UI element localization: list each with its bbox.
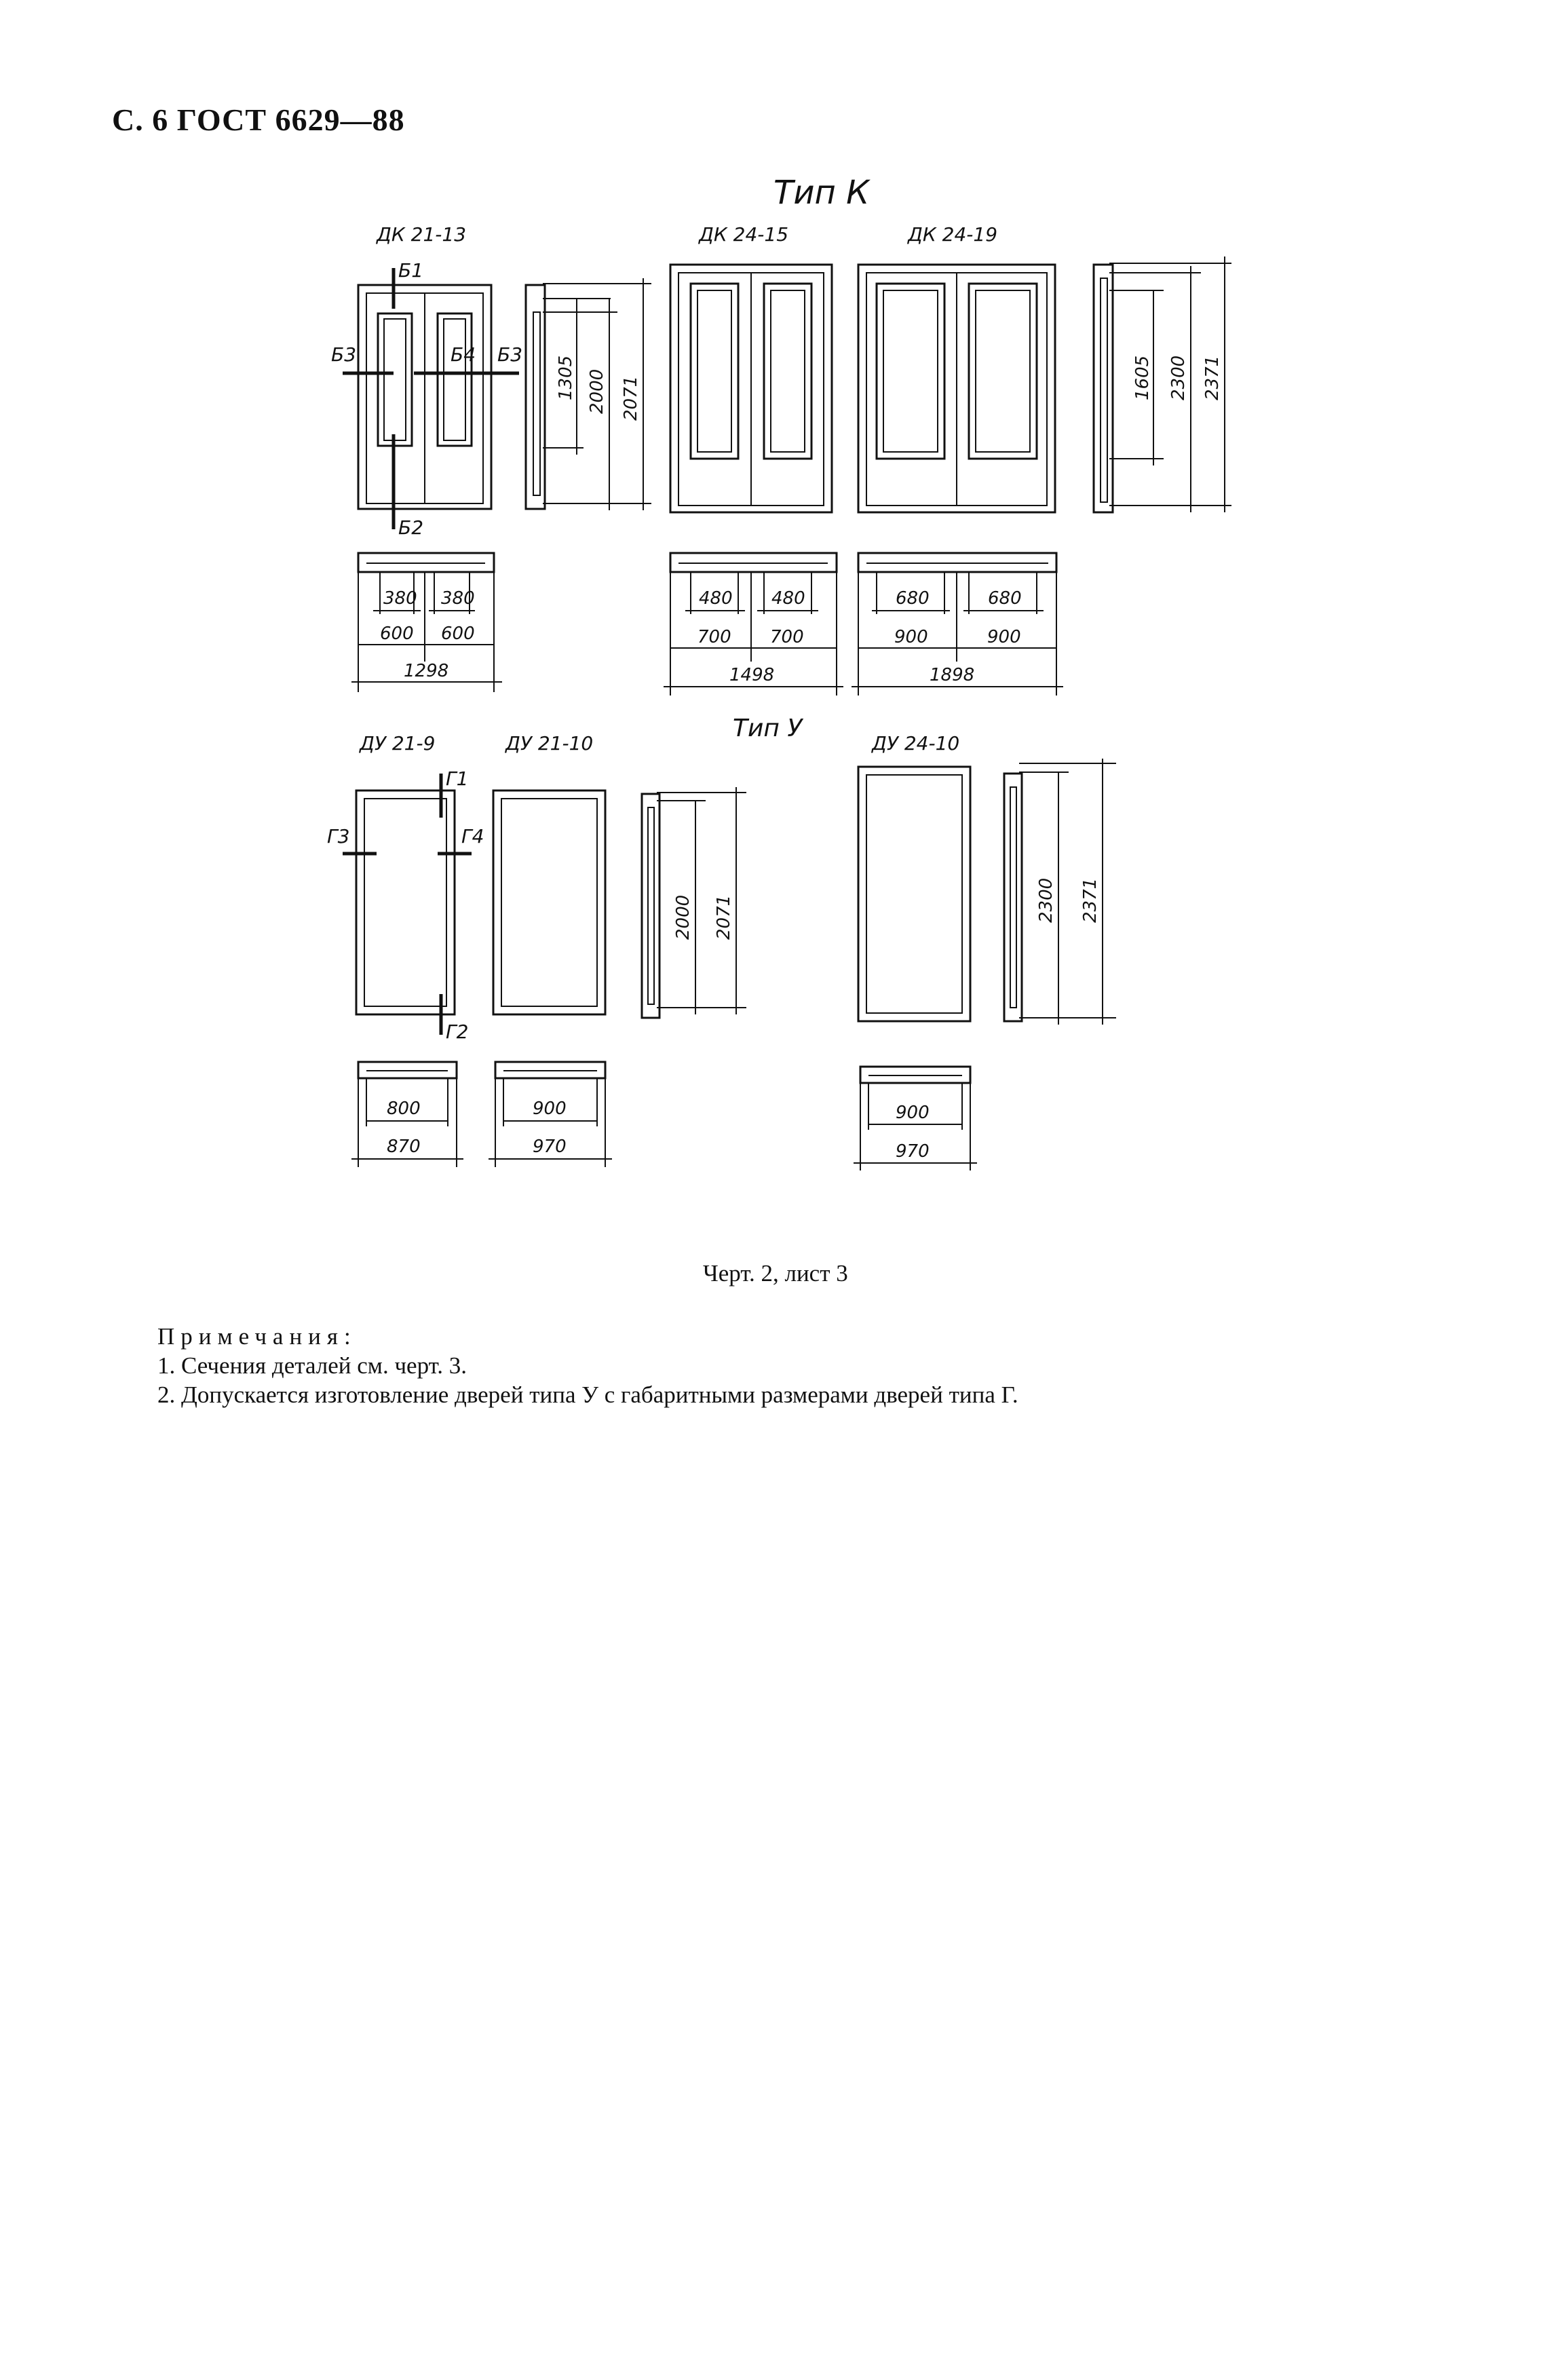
- sec-b1: Б1: [398, 259, 424, 282]
- mark-dk2113: ДК 21-13: [377, 223, 467, 246]
- figure-caption: Черт. 2, лист 3: [703, 1260, 848, 1287]
- dim-dk2415-480a: 480: [699, 588, 733, 609]
- sec-b3-right: Б3: [497, 343, 523, 366]
- dim-du24-2371: 2371: [1080, 877, 1101, 923]
- mark-du2110: ДУ 21-10: [505, 732, 594, 755]
- notes-title: Примечания:: [157, 1323, 357, 1350]
- door-dk2113-front: [343, 268, 519, 529]
- mark-du2410: ДУ 24-10: [872, 732, 960, 755]
- dim-dk2113-2071: 2071: [621, 375, 641, 421]
- dim-dk2113-1305: 1305: [556, 355, 576, 400]
- notes-block: [157, 1322, 1018, 1409]
- type-u-title: Тип У: [733, 715, 803, 742]
- note-item: 2. Допускается изготовление дверей типа У с габаритными размерами дверей типа Г.: [157, 1382, 1018, 1408]
- mark-dk2415: ДК 24-15: [699, 223, 789, 246]
- sec-b4: Б4: [451, 343, 476, 366]
- dim-dk24-2300: 2300: [1168, 355, 1189, 400]
- mark-dk2419: ДК 24-19: [908, 223, 998, 246]
- dim-du21-2000: 2000: [673, 894, 693, 940]
- door-du219-front: [343, 774, 472, 1035]
- sec-b2: Б2: [398, 516, 424, 539]
- dim-du219-800: 800: [387, 1099, 421, 1119]
- dim-dk2419-900a: 900: [894, 627, 928, 647]
- dim-du21-2071: 2071: [714, 894, 734, 940]
- dim-dk2113-380a: 380: [383, 588, 417, 609]
- dim-dk2113-600a: 600: [380, 624, 414, 644]
- dim-dk2419-680a: 680: [896, 588, 930, 609]
- dim-dk24-1605: 1605: [1132, 355, 1153, 400]
- door-du2410-front: [858, 767, 970, 1021]
- dim-dk2419-680b: 680: [988, 588, 1022, 609]
- door-dk2415-front: [670, 265, 832, 512]
- dim-du219-870: 870: [387, 1137, 421, 1157]
- door-du2110-front: [493, 790, 605, 1014]
- note-item: 1. Сечения деталей см. черт. 3.: [157, 1352, 467, 1379]
- notes-list: [157, 1351, 1018, 1409]
- sec-b3-left: Б3: [331, 343, 357, 366]
- dim-du2410-900: 900: [896, 1103, 930, 1123]
- sec-g2: Г2: [446, 1021, 469, 1043]
- dim-dk2415-480b: 480: [771, 588, 805, 609]
- door-dk2419-front: [858, 265, 1055, 512]
- dim-dk2415-1498: 1498: [729, 665, 775, 685]
- dim-dk2415-700a: 700: [697, 627, 731, 647]
- dim-du24-2300: 2300: [1036, 877, 1056, 923]
- dim-dk2113-2000: 2000: [587, 368, 607, 414]
- dim-dk2113-1298: 1298: [404, 661, 449, 681]
- dim-dk2113-380b: 380: [441, 588, 475, 609]
- dim-dk2419-900b: 900: [987, 627, 1021, 647]
- dim-dk24-2371: 2371: [1202, 355, 1223, 400]
- sec-g3: Г3: [327, 825, 350, 847]
- dim-du2410-970: 970: [896, 1141, 930, 1162]
- sec-g4: Г4: [461, 825, 484, 847]
- dim-du2110-970: 970: [533, 1137, 567, 1157]
- mark-du219: ДУ 21-9: [360, 732, 436, 755]
- dim-dk2419-1898: 1898: [930, 665, 975, 685]
- dim-dk2113-600b: 600: [441, 624, 475, 644]
- sec-g1: Г1: [446, 767, 469, 790]
- type-k-title: Тип К: [773, 174, 870, 212]
- dim-dk2415-700b: 700: [770, 627, 804, 647]
- dim-du2110-900: 900: [533, 1099, 567, 1119]
- page-header: С. 6 ГОСТ 6629—88: [112, 102, 405, 137]
